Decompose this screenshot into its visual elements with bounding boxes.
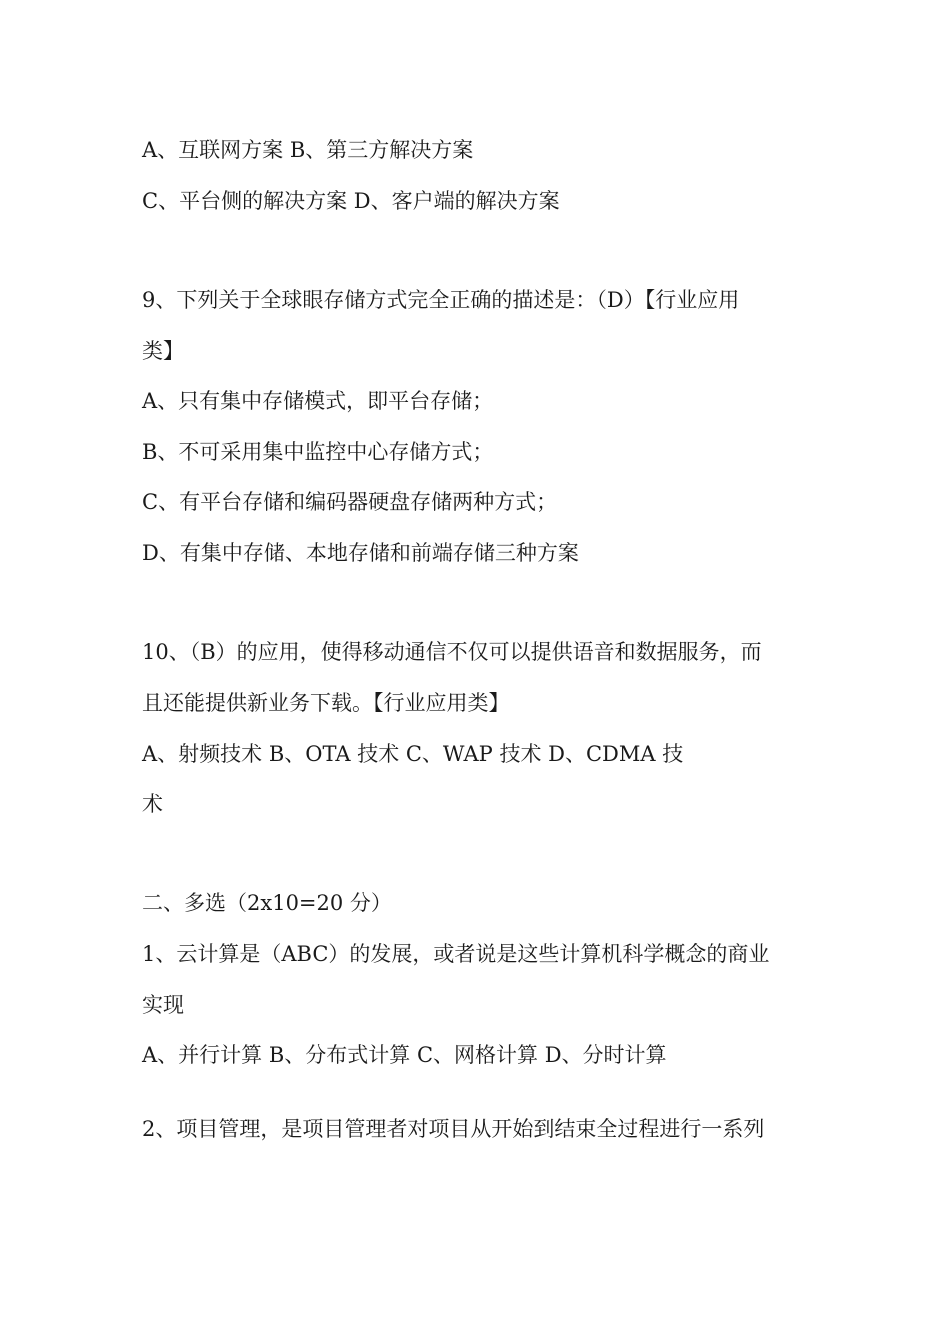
option-line: C、平台侧的解决方案 D、客户端的解决方案	[142, 189, 560, 213]
question-line: 实现	[142, 993, 184, 1017]
question-line: 且还能提供新业务下载。【行业应用类】	[142, 691, 510, 715]
question-line: 10、（B）的应用，使得移动通信不仅可以提供语音和数据服务，而	[142, 640, 762, 664]
question-line: 2、项目管理，是项目管理者对项目从开始到结束全过程进行一系列	[142, 1117, 765, 1141]
option-line: A、并行计算 B、分布式计算 C、网格计算 D、分时计算	[142, 1043, 667, 1067]
question-line: 1、云计算是（ABC）的发展，或者说是这些计算机科学概念的商业	[142, 942, 770, 966]
option-line: A、只有集中存储模式，即平台存储；	[142, 389, 494, 413]
section-heading: 二、多选（2x10=20 分）	[142, 891, 392, 915]
question-line: 类】	[142, 339, 184, 363]
option-line: C、有平台存储和编码器硬盘存储两种方式；	[142, 490, 558, 514]
option-line: A、互联网方案 B、第三方解决方案	[142, 138, 474, 162]
option-line: D、有集中存储、本地存储和前端存储三种方案	[142, 541, 579, 565]
option-line: A、射频技术 B、OTA 技术 C、WAP 技术 D、CDMA 技	[142, 742, 684, 766]
option-line: 术	[142, 792, 163, 816]
question-line: 9、下列关于全球眼存储方式完全正确的描述是：（D）【行业应用	[142, 288, 740, 312]
option-line: B、不可采用集中监控中心存储方式；	[142, 440, 494, 464]
